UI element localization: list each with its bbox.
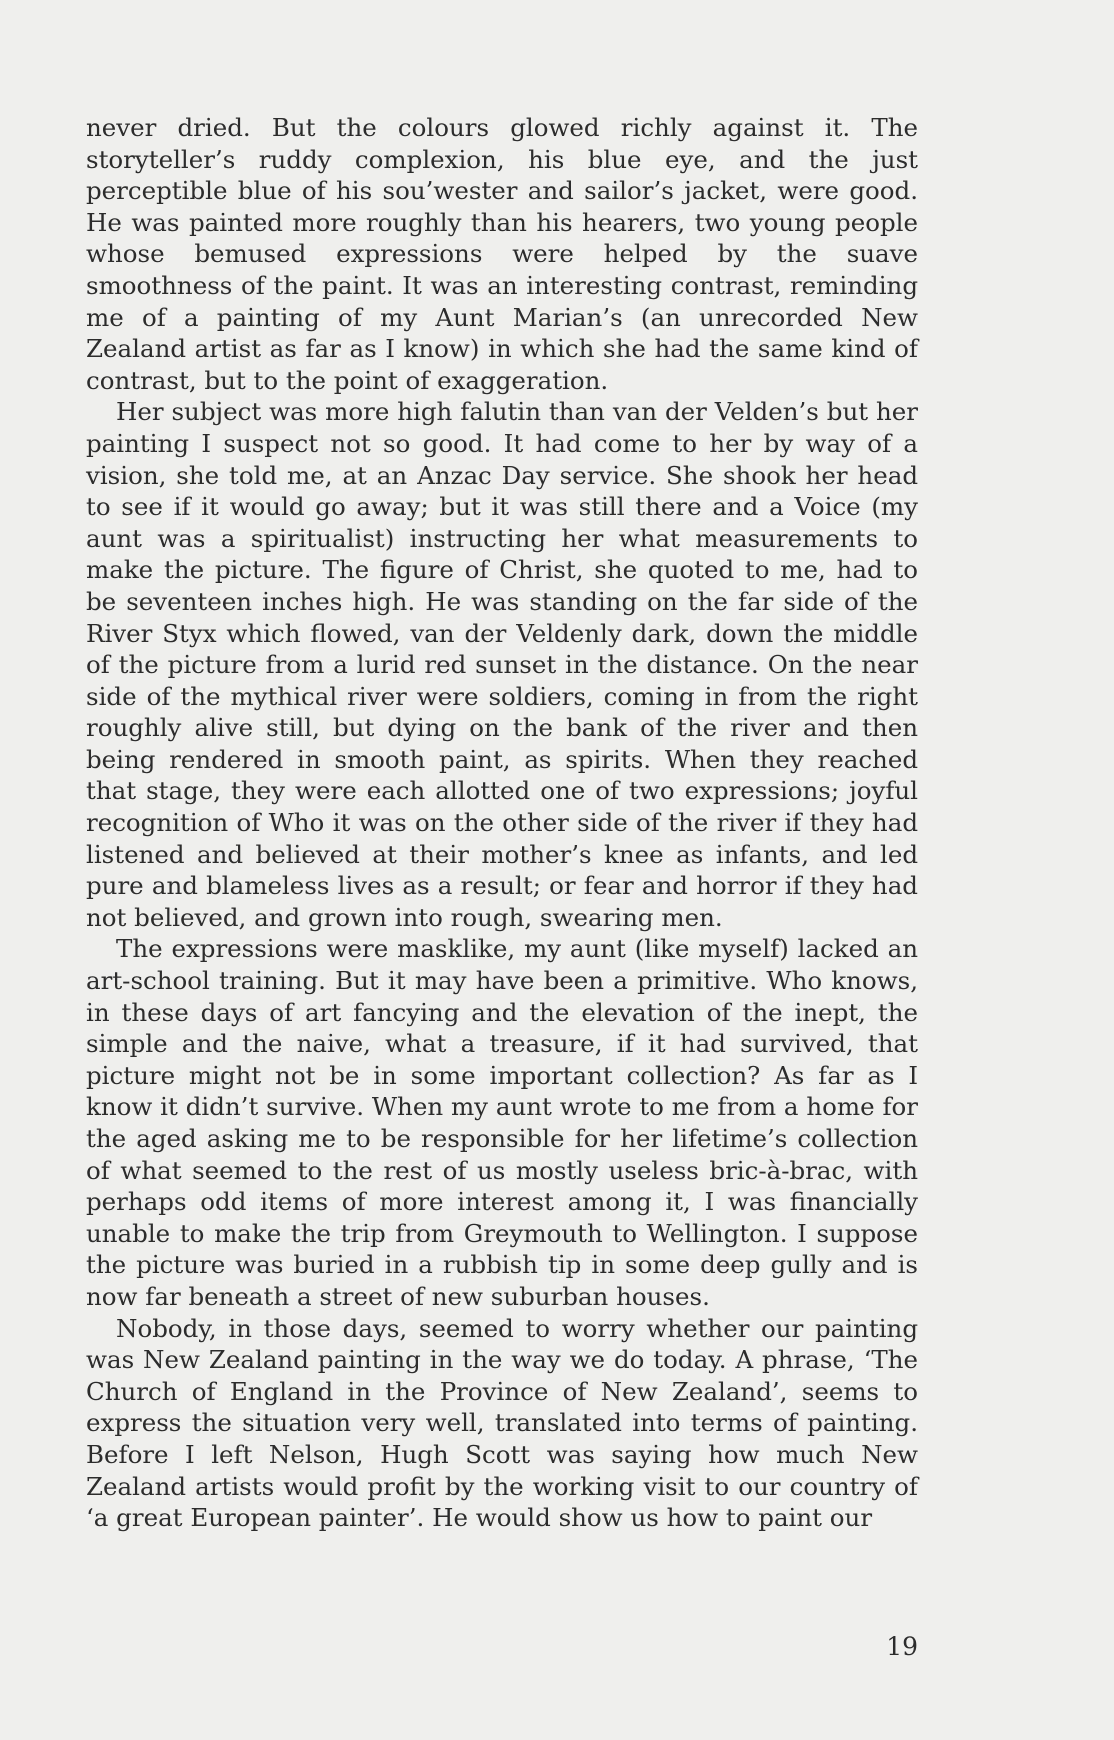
paragraph-4: Nobody, in those days, seemed to worry whether our painting was New Zealand painting in the way we do today. A phrase, ‘The Church of England in the Province of New Zealand’, seems to express the situation very well, translated into terms of painting. Before I left Nelson, Hugh Scott was saying how much New Zealand artists would profit by the working visit to our country of ‘a great European painter’. He would show us how to paint our (86, 1313, 918, 1533)
page-number: 19 (886, 1632, 918, 1661)
paragraph-1: never dried. But the colours glowed richly against it. The storyteller’s ruddy complexion, his blue eye, and the just perceptible blue of his sou’wester and sailor’s jacket, were good. He was painted more roughly than his hearers, two young people whose bemused expressions were helped by the suave smoothness of the paint. It was an interesting contrast, reminding me of a painting of my Aunt Marian’s (an unrecorded New Zealand artist as far as I know) in which she had the same kind of contrast, but to the point of exaggeration. (86, 113, 918, 395)
paragraph-3: The expressions were masklike, my aunt (like myself) lacked an art-school training. But it may have been a primitive. Who knows, in these days of art fancying and the elevation of the inept, the simple and the naive, what a treasure, if it had survived, that picture might not be in some important collection? As far as I know it didn’t survive. When my aunt wrote to me from a home for the aged asking me to be responsible for her lifetime’s collection of what seemed to the rest of us mostly useless bric-à-brac, with perhaps odd items of more interest among it, I was financially unable to make the trip from Greymouth to Wellington. I suppose the picture was buried in a rubbish tip in some deep gully and is now far beneath a street of new suburban houses. (86, 934, 918, 1311)
body-text (86, 112, 918, 1534)
paragraph-2: Her subject was more high falutin than van der Velden’s but her painting I suspect not so good. It had come to her by way of a vision, she told me, at an Anzac Day service. She shook her head to see if it would go away; but it was still there and a Voice (my aunt was a spiritualist) instructing her what measurements to make the picture. The figure of Christ, she quoted to me, had to be seventeen inches high. He was standing on the far side of the River Styx which flowed, van der Veldenly dark, down the middle of the picture from a lurid red sunset in the distance. On the near side of the mythical river were soldiers, coming in from the right roughly alive still, but dying on the bank of the river and then being rendered in smooth paint, as spirits. When they reached that stage, they were each allotted one of two expressions; joyful recognition of Who it was on the other side of the river if they had listened and believed at their mother’s knee as infants, and led pure and blameless lives as a result; or fear and horror if they had not believed, and grown into rough, swearing men. (86, 397, 918, 932)
